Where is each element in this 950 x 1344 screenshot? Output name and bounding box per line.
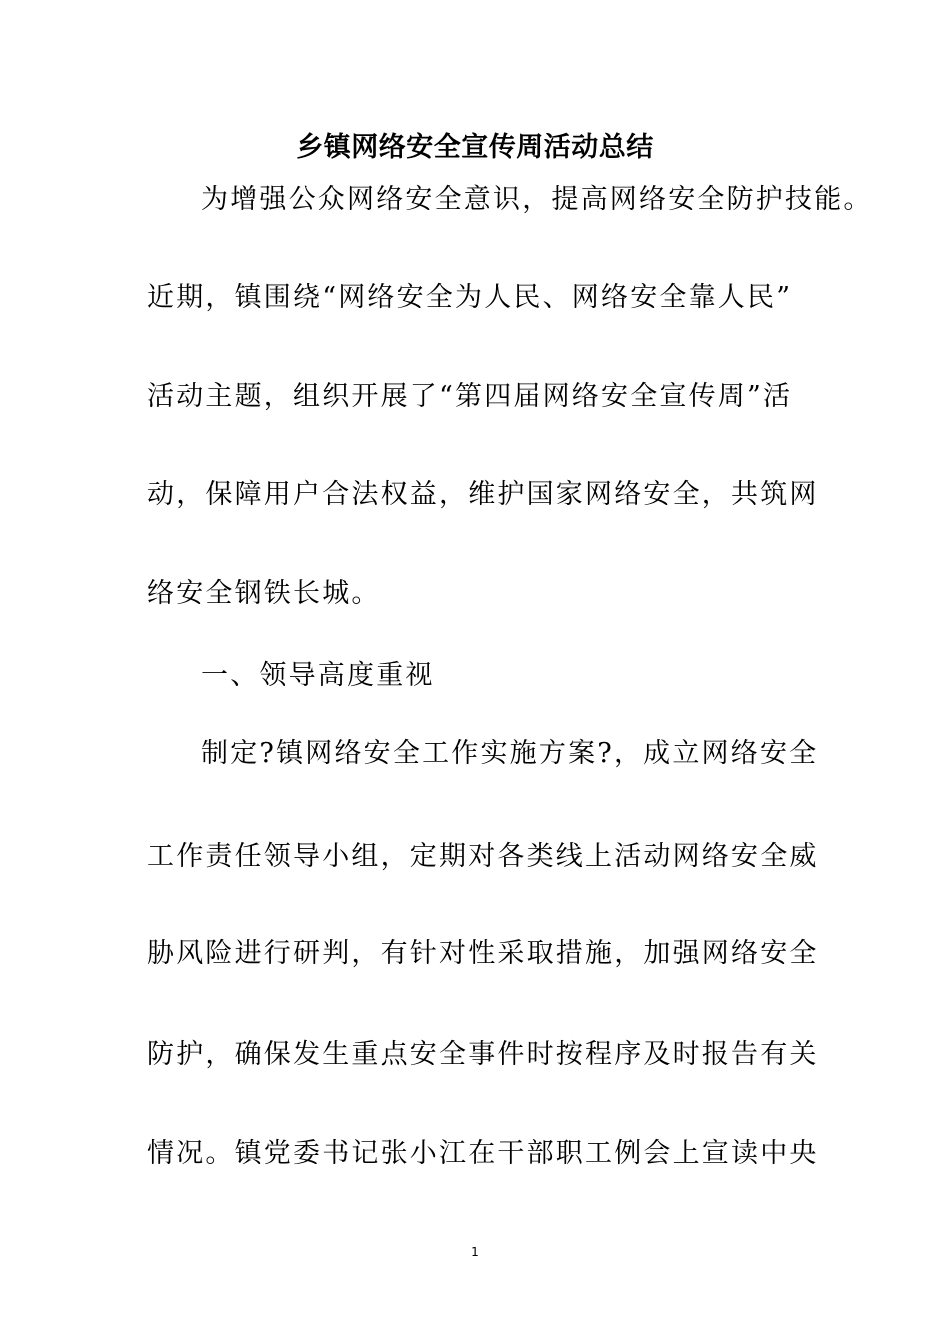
paragraph-line-6: 制定?镇网络安全工作实施方案?，成立网络安全	[201, 738, 819, 769]
paragraph-line-5: 络安全钢铁长城。	[147, 578, 381, 609]
paragraph-line-7: 工作责任领导小组，定期对各类线上活动网络安全威	[147, 841, 819, 872]
paragraph-line-8: 胁风险进行研判，有针对性采取措施，加强网络安全	[147, 938, 819, 969]
paragraph-line-1: 为增强公众网络安全意识，提高网络安全防护技能。	[201, 184, 873, 215]
paragraph-line-9: 防护，确保发生重点安全事件时按程序及时报告有关	[147, 1039, 819, 1070]
paragraph-line-2: 近期，镇围绕“网络安全为人民、网络安全靠人民”	[147, 282, 793, 313]
paragraph-line-4: 动，保障用户合法权益，维护国家网络安全，共筑网	[147, 479, 819, 510]
paragraph-line-10: 情况。镇党委书记张小江在干部职工例会上宣读中央	[147, 1138, 819, 1169]
paragraph-line-3: 活动主题，组织开展了“第四届网络安全宣传周”活	[147, 381, 793, 412]
page-number: 1	[471, 1245, 479, 1259]
section-heading: 一、领导高度重视	[201, 660, 435, 691]
document-title: 乡镇网络安全宣传周活动总结	[296, 132, 654, 163]
